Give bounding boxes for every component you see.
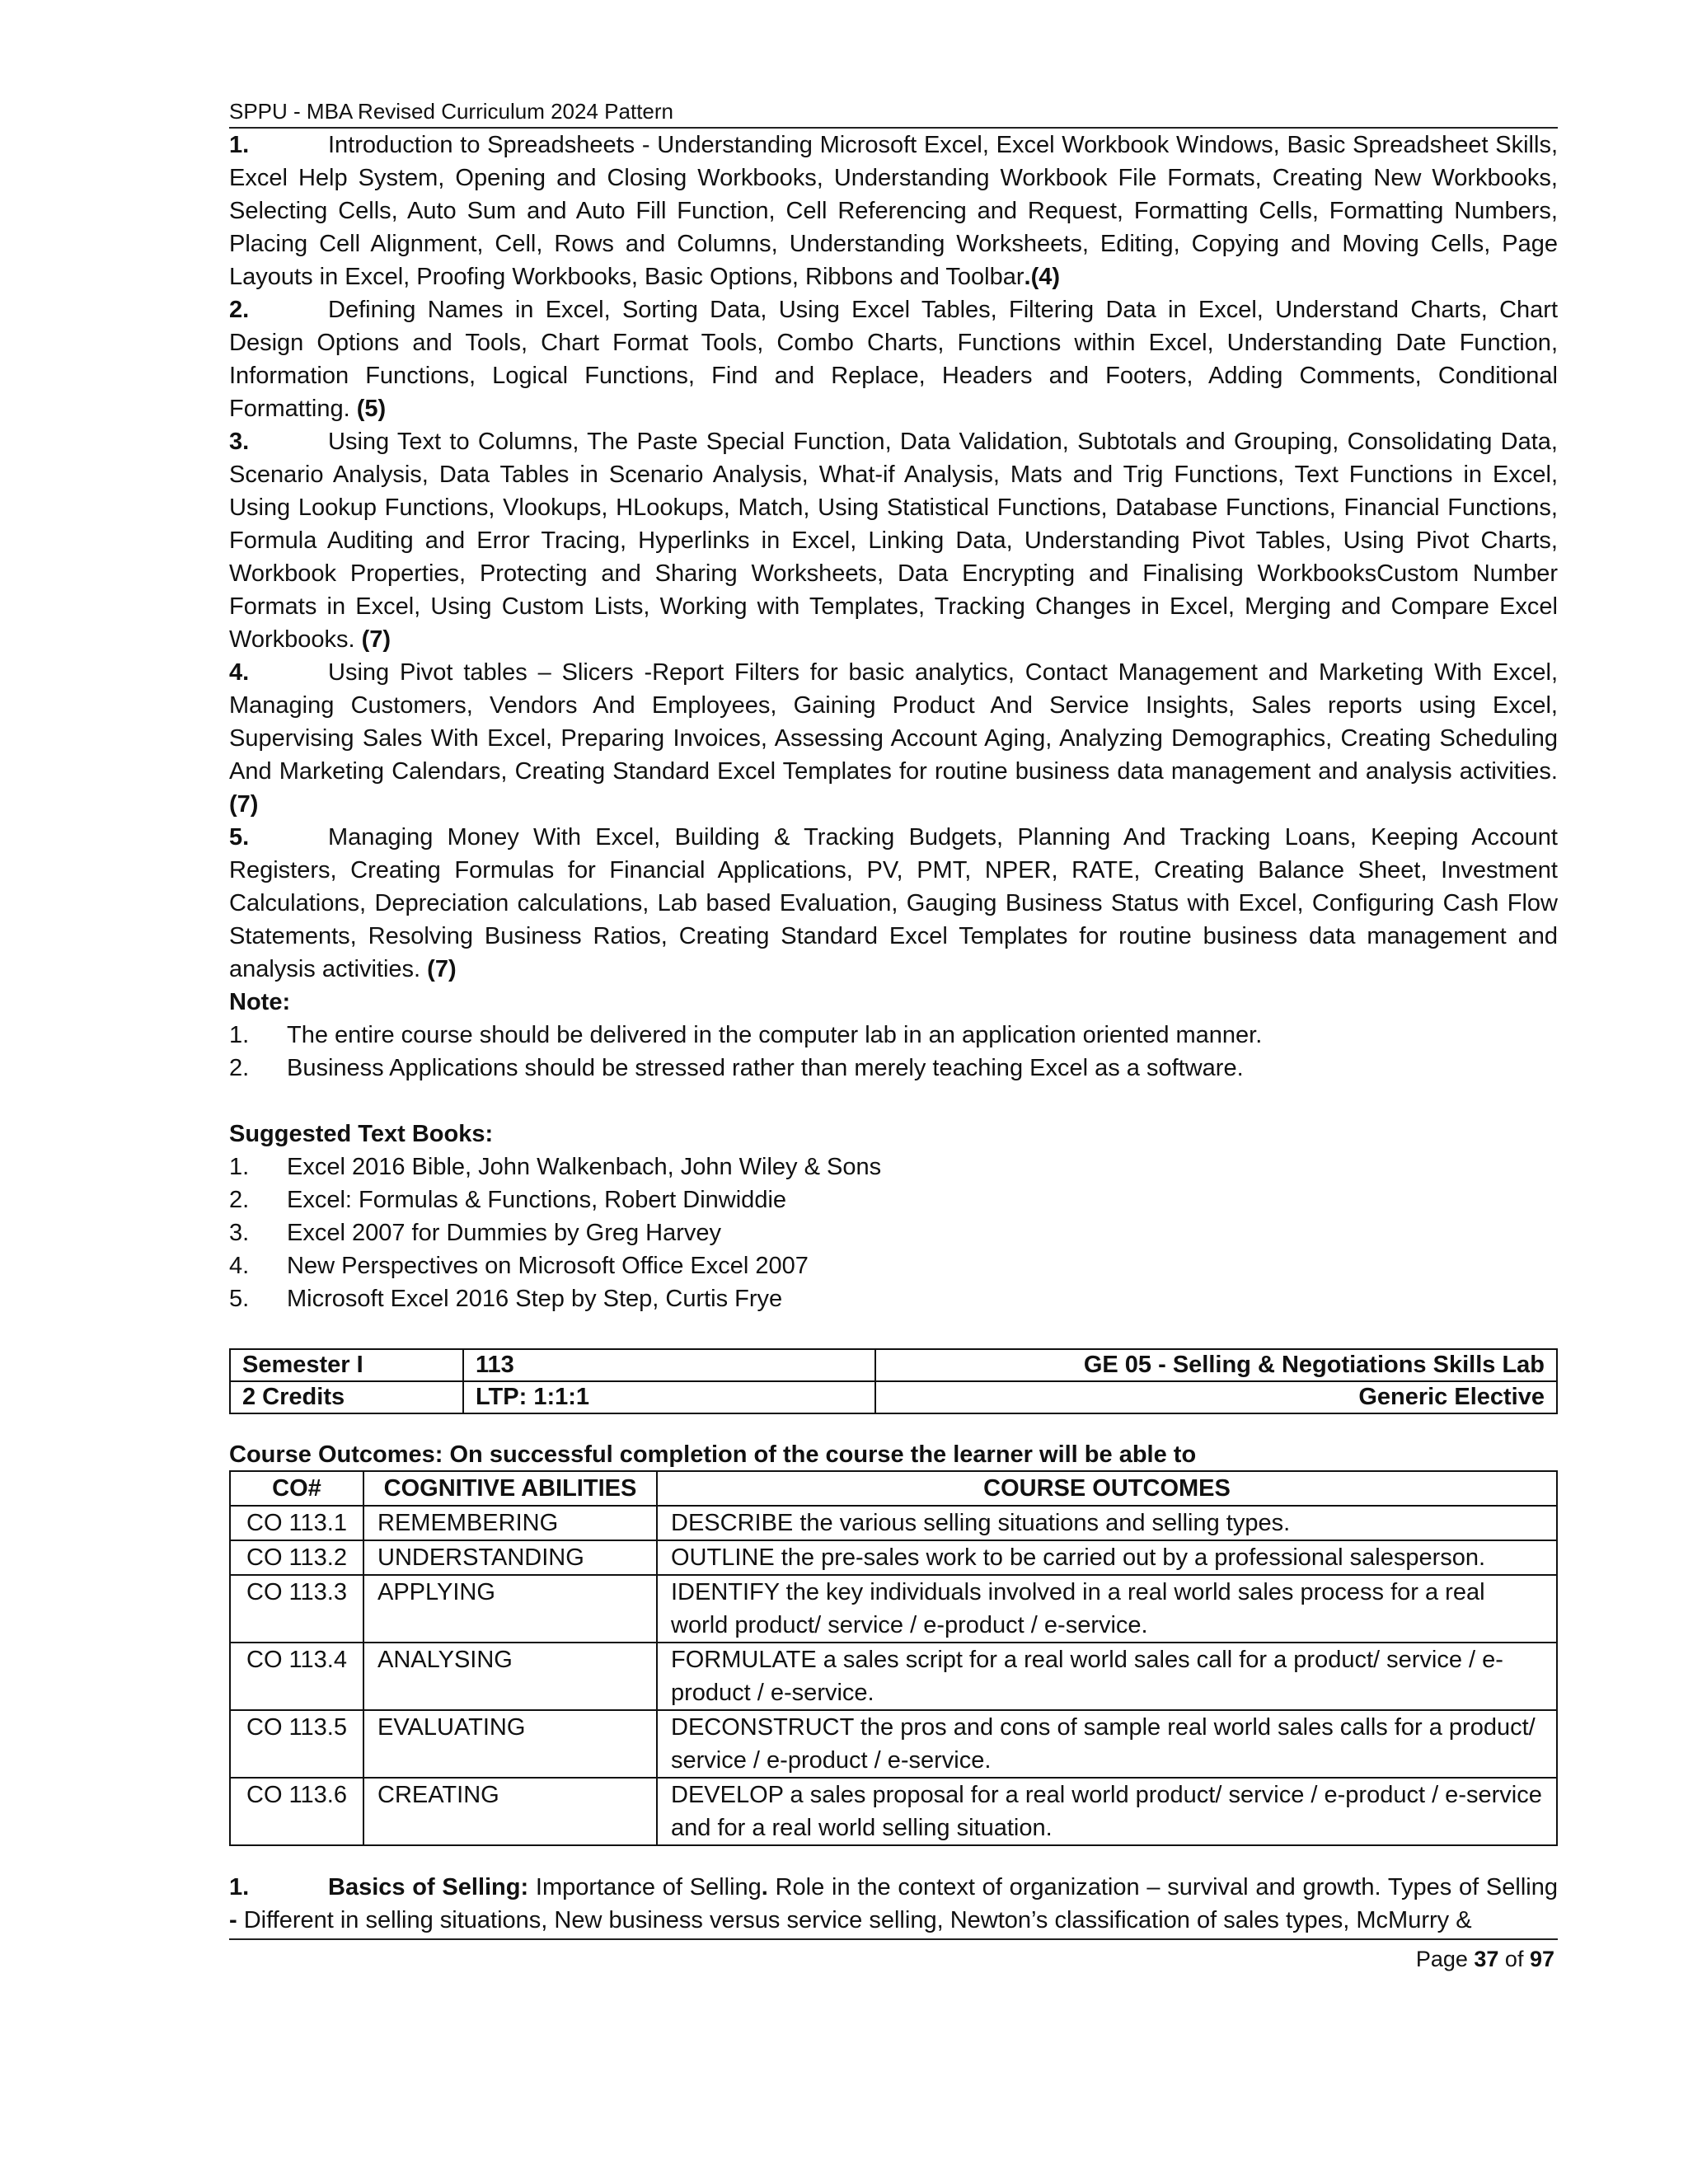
unit-text: Introduction to Spreadsheets - Understanding Microsoft Excel, Excel Workbook Windows, Basic Spreadsheet Skills, Excel Help System, Opening and Closing Workbooks, Understanding Workbook File Formats, Creating New Workbooks, Selecting Cells, Auto Sum and Auto Fill Function, Cell Referencing and Request, Formatting Cells, Formatting Numbers, Placing Cell Alignment, Cell, Rows and Columns, Understanding Worksheets, Editing, Copying and Moving Cells, Page Layouts in Excel, Proofing Workbooks, Basic Options, Ribbons and Toolbar	[229, 132, 1558, 290]
list-item	[229, 1216, 1558, 1249]
table-row	[230, 1506, 1557, 1540]
ability-cell: APPLYING	[363, 1575, 657, 1643]
unit-hours: (7)	[361, 626, 392, 653]
outcome-cell: DECONSTRUCT the pros and cons of sample real world sales calls for a product/ service / e-product / e-service.	[657, 1710, 1557, 1778]
list-text: Excel: Formulas & Functions, Robert Dinwiddie	[287, 1187, 787, 1213]
course-outcomes-table	[229, 1470, 1558, 1846]
page-content	[229, 97, 1558, 1978]
course-code-cell: 113	[463, 1349, 875, 1381]
list-text: New Perspectives on Microsoft Office Excel 2007	[287, 1253, 809, 1279]
unit-hours: (7)	[427, 956, 457, 982]
table-row	[230, 1778, 1557, 1845]
list-text: Business Applications should be stressed rather than merely teaching Excel as a software.	[287, 1055, 1244, 1081]
page-current: 37	[1474, 1947, 1499, 1971]
column-header: COGNITIVE ABILITIES	[363, 1471, 657, 1506]
list-item	[229, 1282, 1558, 1315]
column-header: CO#	[230, 1471, 363, 1506]
list-item	[229, 1183, 1558, 1216]
ability-cell: REMEMBERING	[363, 1506, 657, 1540]
list-number: 2.	[229, 1055, 250, 1081]
unit-text: Defining Names in Excel, Sorting Data, Using Excel Tables, Filtering Data in Excel, Understand Charts, Chart Design Options and Tools, Chart Format Tools, Combo Charts, Functions within Excel, Understanding Date Function, Information Functions, Logical Functions, Find and Replace, Headers and Footers, Adding Comments, Conditional Formatting.	[229, 297, 1558, 422]
outcome-cell: DESCRIBE the various selling situations and selling types.	[657, 1506, 1557, 1540]
unit-text: Role in the context of organization – survival and growth. Types of Selling	[767, 1874, 1558, 1900]
ability-cell: CREATING	[363, 1778, 657, 1845]
unit-text: Using Text to Columns, The Paste Special Function, Data Validation, Subtotals and Grouping, Consolidating Data, Scenario Analysis, Data Tables in Scenario Analysis, What-if Analysis, Mats and Trig Functions, Text Functions in Excel, Using Lookup Functions, Vlookups, HLookups, Match, Using Statistical Functions, Database Functions, Financial Functions, Formula Auditing and Error Tracing, Hyperlinks in Excel, Linking Data, Understanding Pivot Tables, Using Pivot Charts, Workbook Properties, Protecting and Sharing Worksheets, Data Encrypting and Finalising WorkbooksCustom Number Formats in Excel, Using Custom Lists, Working with Templates, Tracking Changes in Excel, Merging and Compare Excel Workbooks.	[229, 429, 1558, 653]
list-number: 2.	[229, 1187, 250, 1213]
note-heading: Note:	[229, 989, 291, 1015]
unit-3	[229, 425, 1558, 656]
list-item	[229, 1249, 1558, 1282]
ltp-cell: LTP: 1:1:1	[463, 1381, 875, 1413]
unit-number: 1.	[229, 1874, 250, 1900]
semester-cell: Semester I	[230, 1349, 463, 1381]
list-number: 1.	[229, 1154, 250, 1180]
unit-number: 4.	[229, 659, 250, 686]
credits-cell: 2 Credits	[230, 1381, 463, 1413]
co-id-cell: CO 113.4	[230, 1643, 363, 1710]
unit-hours: (7)	[229, 791, 259, 818]
co-id-cell: CO 113.2	[230, 1540, 363, 1575]
list-number: 3.	[229, 1220, 250, 1246]
header-title: SPPU - MBA Revised Curriculum 2024 Pattern	[229, 99, 673, 124]
unit-hours: (5)	[356, 396, 387, 422]
course-type-cell: Generic Elective	[875, 1381, 1557, 1413]
table-row	[230, 1381, 1557, 1413]
list-text: The entire course should be delivered in the computer lab in an application oriented manner.	[287, 1022, 1263, 1048]
list-text: Microsoft Excel 2016 Step by Step, Curtis Frye	[287, 1286, 783, 1312]
ability-cell: EVALUATING	[363, 1710, 657, 1778]
unit-text: Importance of Selling	[528, 1874, 762, 1900]
unit-2	[229, 293, 1558, 425]
page-prefix: Page	[1415, 1947, 1475, 1971]
unit-number: 2.	[229, 297, 250, 323]
unit-4	[229, 656, 1558, 821]
unit-dash: -	[229, 1907, 237, 1933]
page-total: 97	[1529, 1947, 1554, 1971]
co-id-cell: CO 113.6	[230, 1778, 363, 1845]
textbooks-heading: Suggested Text Books:	[229, 1121, 494, 1147]
list-text: Excel 2007 for Dummies by Greg Harvey	[287, 1220, 722, 1246]
unit-number: 5.	[229, 824, 250, 851]
unit-title: Basics of Selling:	[328, 1874, 529, 1900]
page-middle: of	[1498, 1947, 1530, 1971]
unit-5	[229, 821, 1558, 986]
list-number: 1.	[229, 1022, 250, 1048]
outcome-cell: IDENTIFY the key individuals involved in a real world sales process for a real world product/ service / e-product / e-service.	[657, 1575, 1557, 1643]
unit-text: Different in selling situations, New business versus service selling, Newton’s classification of sales types, McMurry &	[237, 1907, 1472, 1933]
table-header-row	[230, 1471, 1557, 1506]
outcome-cell: DEVELOP a sales proposal for a real world product/ service / e-product / e-service and for a real world selling situation.	[657, 1778, 1557, 1845]
unit-hours: .(4)	[1024, 264, 1061, 290]
unit-1	[229, 129, 1558, 293]
outcome-cell: OUTLINE the pre-sales work to be carried out by a professional salesperson.	[657, 1540, 1557, 1575]
list-number: 4.	[229, 1253, 250, 1279]
outcomes-heading: Course Outcomes: On successful completion of the course the learner will be able to	[229, 1441, 1197, 1468]
table-row	[230, 1575, 1557, 1643]
list-item	[229, 1052, 1558, 1085]
co-id-cell: CO 113.3	[230, 1575, 363, 1643]
unit-number: 1.	[229, 132, 250, 158]
column-header: COURSE OUTCOMES	[657, 1471, 1557, 1506]
ability-cell: UNDERSTANDING	[363, 1540, 657, 1575]
list-number: 5.	[229, 1286, 250, 1312]
unit-number: 3.	[229, 429, 250, 455]
co-id-cell: CO 113.1	[230, 1506, 363, 1540]
ability-cell: ANALYSING	[363, 1643, 657, 1710]
table-row	[230, 1643, 1557, 1710]
co-id-cell: CO 113.5	[230, 1710, 363, 1778]
unit-basics-of-selling: 1. Basics of Selling: Importance of Selling. Role in the context of organization – survival and growth. Types of Selling - Different in selling situations, New business versus service selling, Newton’s classification of sales types, McMurry &	[229, 1871, 1558, 1937]
page-footer	[229, 1940, 1558, 1978]
table-row	[230, 1710, 1557, 1778]
course-info-table	[229, 1348, 1558, 1414]
table-row	[230, 1349, 1557, 1381]
course-title-cell: GE 05 - Selling & Negotiations Skills Lab	[875, 1349, 1557, 1381]
outcome-cell: FORMULATE a sales script for a real world sales call for a product/ service / e-product / e-service.	[657, 1643, 1557, 1710]
list-item	[229, 1019, 1558, 1052]
list-item	[229, 1151, 1558, 1183]
unit-text: Using Pivot tables – Slicers -Report Filters for basic analytics, Contact Management and Marketing With Excel, Managing Customers, Vendors And Employees, Gaining Product And Service Insights, Sales reports using Excel, Supervising Sales With Excel, Preparing Invoices, Assessing Account Aging, Analyzing Demographics, Creating Scheduling And Marketing Calendars, Creating Standard Excel Templates for routine business data management and analysis activities.	[229, 659, 1558, 785]
unit-text: Managing Money With Excel, Building & Tracking Budgets, Planning And Tracking Loans, Keeping Account Registers, Creating Formulas for Financial Applications, PV, PMT, NPER, RATE, Creating Balance Sheet, Investment Calculations, Depreciation calculations, Lab based Evaluation, Gauging Business Status with Excel, Configuring Cash Flow Statements, Resolving Business Ratios, Creating Standard Excel Templates for routine business data management and analysis activities.	[229, 824, 1558, 982]
table-row	[230, 1540, 1557, 1575]
page-header	[229, 97, 1558, 129]
list-text: Excel 2016 Bible, John Walkenbach, John Wiley & Sons	[287, 1154, 882, 1180]
